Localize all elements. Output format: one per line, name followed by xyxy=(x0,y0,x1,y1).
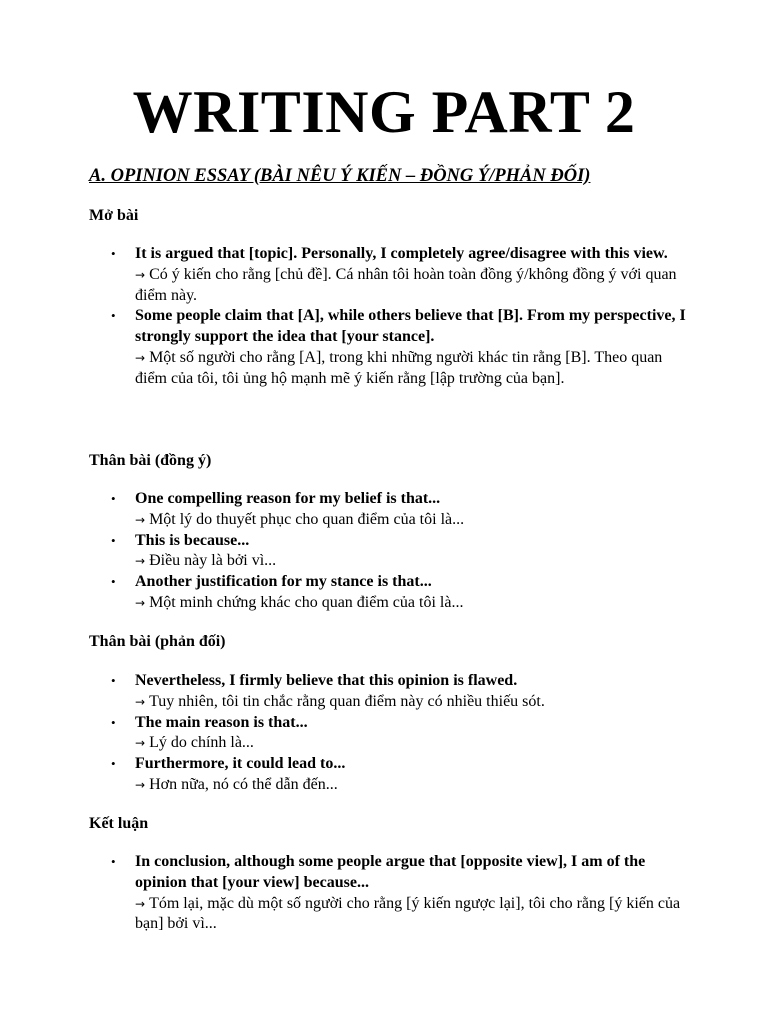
phrase-vietnamese-text: Hơn nữa, nó có thể dẫn đến... xyxy=(149,775,338,793)
arrow-right-icon: → xyxy=(135,736,146,751)
bullet-icon: • xyxy=(111,491,116,506)
phrase-vietnamese xyxy=(135,551,689,572)
phrase-vietnamese-text: Điều này là bởi vì... xyxy=(149,552,277,570)
arrow-right-icon: → xyxy=(135,554,146,569)
phrase-english: Another justification for my stance is that... xyxy=(135,573,432,591)
bullet-icon: • xyxy=(111,673,116,688)
phrase-list-than-bai-dong-y xyxy=(89,489,689,614)
bullet-icon: • xyxy=(111,532,116,548)
phrase-vietnamese xyxy=(135,692,689,713)
arrow-right-icon: → xyxy=(135,350,146,365)
phrase-english: It is argued that [topic]. Personally, I completely agree/disagree with this view. xyxy=(135,245,668,262)
phrase-english: Furthermore, it could lead to... xyxy=(135,755,346,773)
bullet-icon: • xyxy=(111,714,116,730)
phrase-vietnamese xyxy=(135,510,689,531)
phrase-english: In conclusion, although some people argue that [opposite view], I am of the opinion that [your view] because... xyxy=(135,853,646,891)
list-item xyxy=(89,713,689,755)
list-item xyxy=(89,489,689,531)
phrase-vietnamese-text: Một minh chứng khác cho quan điểm của tôi là... xyxy=(149,593,464,611)
phrase-vietnamese-text: Tuy nhiên, tôi tin chắc rằng quan điểm này có nhiều thiếu sót. xyxy=(149,692,545,710)
bullet-icon: • xyxy=(111,574,116,590)
list-item xyxy=(89,671,689,713)
arrow-right-icon: → xyxy=(135,512,146,527)
subheading-than-bai-dong-y: Thân bài (đồng ý) xyxy=(89,452,212,469)
bullet-icon: • xyxy=(111,756,116,772)
phrase-vietnamese-text: Tóm lại, mặc dù một số người cho rằng [ý kiến ngược lại], tôi cho rằng [ý kiến của bạn] bởi vì... xyxy=(135,894,681,933)
arrow-right-icon: → xyxy=(135,595,146,610)
phrase-english: The main reason is that... xyxy=(135,713,308,731)
phrase-english: Nevertheless, I firmly believe that this opinion is flawed. xyxy=(135,672,518,689)
list-item xyxy=(89,572,689,614)
phrase-vietnamese xyxy=(135,733,689,754)
bullet-icon: • xyxy=(111,246,116,261)
phrase-vietnamese-text: Lý do chính là... xyxy=(149,734,254,752)
list-item xyxy=(89,244,689,306)
phrase-vietnamese xyxy=(135,265,689,307)
arrow-right-icon: → xyxy=(135,896,146,911)
phrase-vietnamese xyxy=(135,593,689,614)
arrow-right-icon: → xyxy=(135,777,146,792)
phrase-vietnamese xyxy=(135,894,689,936)
list-item xyxy=(89,852,689,935)
phrase-vietnamese-text: Một số người cho rằng [A], trong khi những người khác tin rằng [B]. Theo quan điểm của tôi, tôi ủng hộ mạnh mẽ ý kiến rằng [lập trường của bạn]. xyxy=(135,348,663,387)
phrase-list-mo-bai xyxy=(89,244,689,390)
subheading-than-bai-phan-doi: Thân bài (phản đối) xyxy=(89,633,226,650)
bullet-icon: • xyxy=(111,854,116,869)
phrase-vietnamese-text: Một lý do thuyết phục cho quan điểm của tôi là... xyxy=(149,510,465,528)
subheading-ket-luan: Kết luận xyxy=(89,815,149,832)
phrase-vietnamese xyxy=(135,775,689,796)
bullet-icon: • xyxy=(111,308,116,324)
list-item xyxy=(89,531,689,573)
section-heading: A. OPINION ESSAY (BÀI NÊU Ý KIẾN – ĐỒNG Ý/PHẢN ĐỐI) xyxy=(89,166,591,186)
subheading-mo-bai: Mở bài xyxy=(89,207,139,224)
phrase-vietnamese xyxy=(135,348,689,390)
list-item xyxy=(89,306,689,389)
arrow-right-icon: → xyxy=(135,694,146,709)
phrase-english: This is because... xyxy=(135,531,250,549)
phrase-english: One compelling reason for my belief is that... xyxy=(135,490,441,507)
list-item xyxy=(89,754,689,796)
page-title: WRITING PART 2 xyxy=(132,79,636,145)
phrase-list-than-bai-phan-doi xyxy=(89,671,689,796)
phrase-vietnamese-text: Có ý kiến cho rằng [chủ đề]. Cá nhân tôi hoàn toàn đồng ý/không đồng ý với quan điểm này. xyxy=(135,265,677,304)
phrase-list-ket-luan xyxy=(89,852,689,935)
arrow-right-icon: → xyxy=(135,267,146,282)
phrase-english: Some people claim that [A], while others believe that [B]. From my perspective, I strongly support the idea that [your stance]. xyxy=(135,307,686,346)
